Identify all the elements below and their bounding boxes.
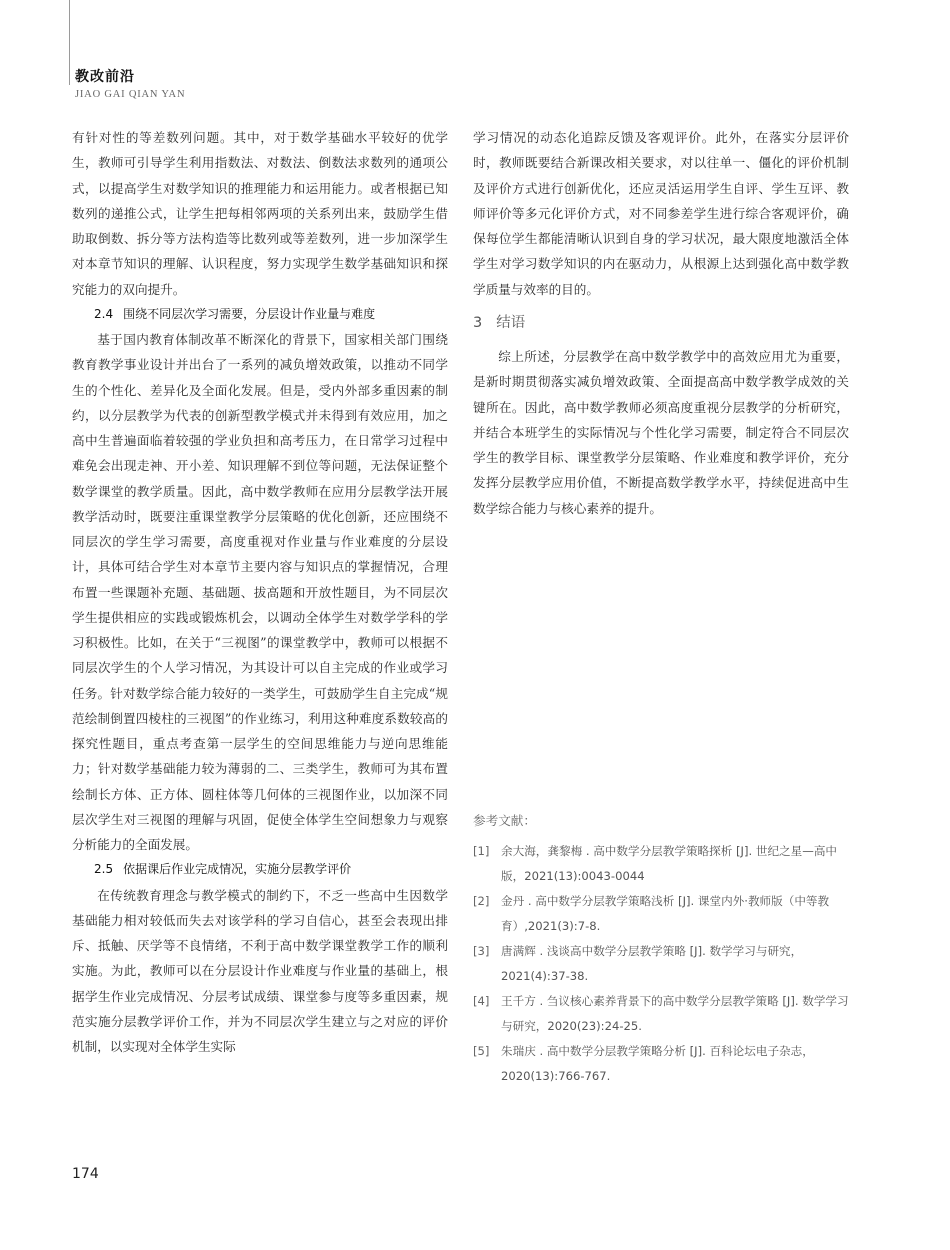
reference-text: 朱瑞庆 . 高中数学分层教学策略分析 [J]. 百科论坛电子杂志，2020(13):766-767. <box>501 1044 814 1083</box>
left-column <box>72 125 448 1059</box>
paragraph-continued: 学习情况的动态化追踪反馈及客观评价。此外，在落实分层评价时，教师既要结合新课改相关要求，对以往单一、僵化的评价机制及评价方式进行创新优化，还应灵活运用学生自评、学生互评、教师评价等多元化评价方式，对不同参差学生进行综合客观评价，确保每位学生都能清晰认识到自身的学习状况，最大限度地激活全体学生对学习数学知识的内在驱动力，从根源上达到强化高中数学教学质量与效率的目的。 <box>473 130 849 297</box>
section-number: 2.4 <box>94 306 114 321</box>
section-number: 2.5 <box>94 862 114 877</box>
reference-text: 金丹 . 高中数学分层教学策略浅析 [J]. 课堂内外·教师版（中等教育）,2021(3):7-8. <box>501 894 830 933</box>
section-heading-3 <box>473 311 849 336</box>
right-column <box>473 125 849 521</box>
section-title: 围绕不同层次学习需要，分层设计作业量与难度 <box>123 306 376 321</box>
reference-number: [1] <box>473 844 490 858</box>
section-title: 结语 <box>496 314 526 331</box>
journal-title-en: JIAO GAI QIAN YAN <box>75 89 186 100</box>
reference-item <box>473 939 853 989</box>
reference-item <box>473 989 853 1039</box>
paragraph: 在传统教育理念与教学模式的制约下，不乏一些高中生因数学基础能力相对较低而失去对该学科的学习自信心，甚至会表现出排斥、抵触、厌学等不良情绪，不利于高中数学课堂教学工作的顺利实施。为此，教师可以在分层设计作业难度与作业量的基础上，根据学生作业完成情况、分层考试成绩、课堂参与度等多重因素，规范实施分层教学评价工作，并为不同层次学生建立与之对应的评价机制，以实现对全体学生实际 <box>72 887 448 1054</box>
references <box>473 810 853 1089</box>
reference-text: 余大海，龚黎梅 . 高中数学分层教学策略探析 [J]. 世纪之星—高中版，2021(13):0043-0044 <box>501 844 838 883</box>
section-number: 3 <box>473 314 483 331</box>
reference-number: [5] <box>473 1044 490 1058</box>
reference-item <box>473 839 853 889</box>
reference-text: 唐满辉 . 浅谈高中数学分层教学策略 [J]. 数学学习与研究，2021(4):37-38. <box>501 944 803 983</box>
section-title: 依据课后作业完成情况，实施分层教学评价 <box>123 862 352 877</box>
section-heading-2-5 <box>72 857 448 882</box>
reference-number: [3] <box>473 944 490 958</box>
paragraph: 基于国内教育体制改革不断深化的背景下，国家相关部门围绕教育教学事业设计并出台了一系列的减负增效政策，以推动不同学生的个性化、差异化及全面化发展。但是，受内外部多重因素的制约，以分层教学为代表的创新型教学模式并未得到有效应用，加之高中生普遍面临着较强的学业负担和高考压力，在日常学习过程中难免会出现走神、开小差、知识理解不到位等问题，无法保证整个数学课堂的教学质量。因此，高中数学教师在应用分层教学法开展教学活动时，既要注重课堂教学分层策略的优化创新，还应围绕不同层次的学生学习需要，高度重视对作业量与作业难度的分层设计，具体可结合学生对本章节主要内容与知识点的掌握情况，合理布置一些课题补充题、基础题、拔高题和开放性题目，为不同层次学生提供相应的实践或锻炼机会，以调动全体学生对数学学科的学习积极性。比如，在关于“三视图”的课堂教学中，教师可以根据不同层次学生的个人学习情况，为其设计可以自主完成的作业或学习任务。针对数学综合能力较好的一类学生，可鼓励学生自主完成“规范绘制倒置四棱柱的三视图”的作业练习，利用这种难度系数较高的探究性题目，重点考查第一层学生的空间思维能力与逆向思维能力；针对数学基础能力较为薄弱的二、三类学生，教师可为其布置绘制长方体、正方体、圆柱体等几何体的三视图作业，以加深不同层次学生对三视图的理解与巩固，促使全体学生空间想象力与观察分析能力的全面发展。 <box>72 332 448 852</box>
reference-number: [2] <box>473 894 490 908</box>
paragraph-continued: 有针对性的等差数列问题。其中，对于数学基础水平较好的优学生，教师可引导学生利用指数法、对数法、倒数法求数列的通项公式，以提高学生对数学知识的推理能力和运用能力。或者根据已知数列的递推公式，让学生把每相邻两项的关系列出来，鼓励学生借助取倒数、拆分等方法构造等比数列或等差数列，进一步加深学生对本章节知识的理解、认识程度，努力实现学生数学基础知识和探究能力的双向提升。 <box>72 130 448 297</box>
references-title: 参考文献： <box>473 813 536 828</box>
reference-item <box>473 889 853 939</box>
page-number: 174 <box>72 1166 99 1182</box>
reference-number: [4] <box>473 994 490 1008</box>
section-heading-2-4 <box>72 302 448 327</box>
reference-item <box>473 1039 853 1089</box>
journal-title-cn: 教改前沿 <box>75 69 135 85</box>
reference-text: 王千方 . 刍议核心素养背景下的高中数学分层教学策略 [J]. 数学学习与研究，2020(23):24-25. <box>501 994 849 1033</box>
header-rule <box>69 0 70 85</box>
paragraph: 综上所述，分层教学在高中数学教学中的高效应用尤为重要，是新时期贯彻落实减负增效政策、全面提高高中数学教学成效的关键所在。因此，高中数学教师必须高度重视分层教学的分析研究，并结合本班学生的实际情况与个性化学习需要，制定符合不同层次学生的教学目标、课堂教学分层策略、作业难度和教学评价，充分发挥分层教学应用价值，不断提高数学教学水平，持续促进高中生数学综合能力与核心素养的提升。 <box>473 349 849 516</box>
